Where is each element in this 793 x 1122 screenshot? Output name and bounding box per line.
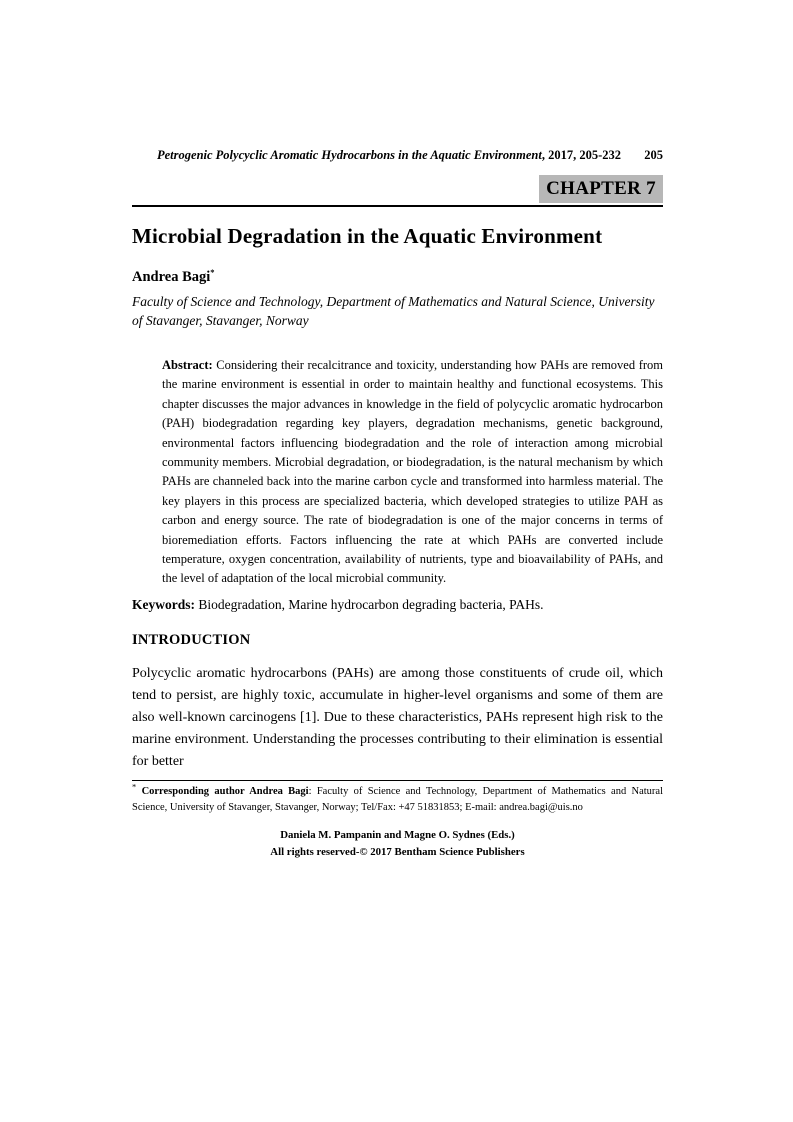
book-title: Petrogenic Polycyclic Aromatic Hydrocarbons in the Aquatic Environment (157, 148, 542, 162)
affiliation: Faculty of Science and Technology, Department of Mathematics and Natural Science, University of Stavanger, Stavanger, Norway (132, 294, 655, 328)
footnote-label: Corresponding author Andrea Bagi (141, 786, 309, 798)
chapter-row (132, 175, 663, 203)
abstract (162, 356, 663, 589)
author-footnote-mark: * (210, 267, 215, 278)
abstract-text: Considering their recalcitrance and toxicity, understanding how PAHs are removed from the marine environment is essential in order to maintain healthy and functional ecosystems. This chapter discusses the major advances in knowledge in the field of polycyclic aromatic hydrocarbon (PAH) biodegradation regarding key players, degradation mechanisms, genetic background, environmental factors influencing biodegradation and the role of interaction among microbial community members. Microbial degradation, or biodegradation, is the natural mechanism by which PAHs are channeled back into the marine carbon cycle and transformed into harmless material. The key players in this process are specialized bacteria, which developed strategies to utilize PAH as carbon and energy source. The rate of biodegradation is one of the major concerns in terms of bioremediation efforts. Factors influencing the rate at which PAHs are converted include temperature, oxygen concentration, availability of nutrients, type and bioavailability of PAHs, and the level of adaptation of the local microbial community. (162, 358, 664, 586)
footnote-mark: * (132, 781, 137, 792)
book-footer (132, 827, 663, 861)
section-heading-introduction: INTRODUCTION (132, 632, 251, 649)
introduction-paragraph: Polycyclic aromatic hydrocarbons (PAHs) are among those constituents of crude oil, which tend to persist, are highly toxic, accumulate in higher-level organisms and some of them are also well-known carcinogens [1]. Due to these characteristics, PAHs represent high risk to the marine environment. Understanding the processes contributing to their elimination is essential for better (132, 666, 663, 769)
page-content (132, 148, 663, 861)
abstract-label: Abstract: (162, 358, 213, 372)
editors-line: Daniela M. Pampanin and Magne O. Sydnes (Eds.) (280, 829, 515, 842)
author-name: Andrea Bagi (132, 269, 211, 285)
citation-suffix: , 2017, 205-232 (541, 148, 621, 162)
keywords-text: Biodegradation, Marine hydrocarbon degrading bacteria, PAHs. (198, 596, 544, 612)
header-rule (132, 205, 663, 207)
page-number: 205 (644, 148, 663, 162)
keywords-label: Keywords: (132, 596, 195, 612)
running-header (132, 148, 663, 163)
chapter-badge: CHAPTER 7 (539, 175, 663, 203)
keywords (132, 597, 663, 613)
author-line (132, 269, 663, 286)
chapter-title: Microbial Degradation in the Aquatic Environment (132, 224, 603, 248)
copyright-line: All rights reserved-© 2017 Bentham Science Publishers (270, 846, 525, 859)
corresponding-author-footnote (132, 781, 664, 815)
footnote-rule (132, 780, 663, 781)
footnote-text: : Faculty of Science and Technology, Department of Mathematics and Natural Science, University of Stavanger, Stavanger, Norway; Tel/Fax: +47 51831853; E-mail: andrea.bagi@uis.no (132, 786, 664, 813)
running-title (157, 148, 621, 163)
